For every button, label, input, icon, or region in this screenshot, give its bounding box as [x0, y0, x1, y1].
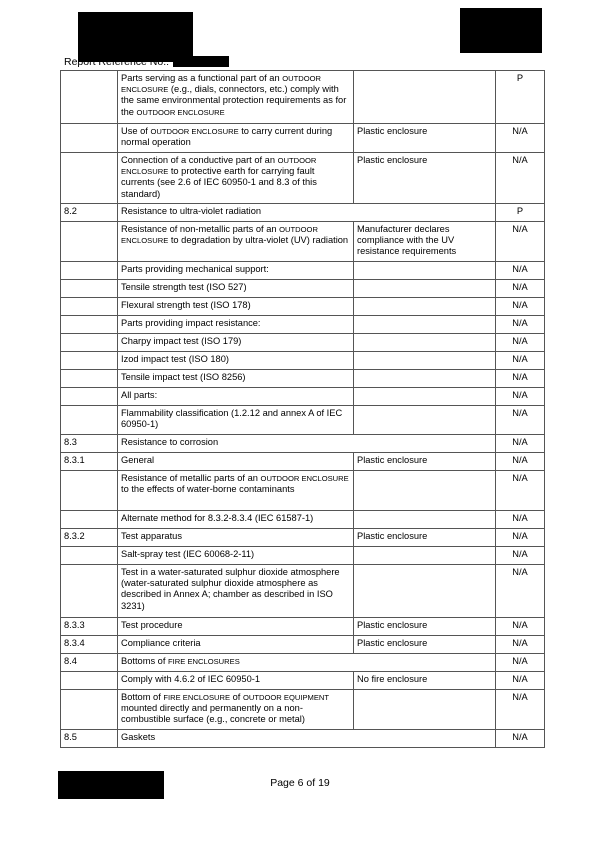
requirement-text: of — [230, 692, 243, 702]
requirement-cell — [118, 222, 354, 262]
requirement-text: Charpy impact test (ISO 179) — [121, 336, 242, 346]
verdict-cell: N/A — [496, 124, 545, 153]
table-row — [61, 690, 545, 730]
result-remark-cell: Plastic enclosure — [354, 453, 496, 471]
table-row — [61, 204, 545, 222]
verdict-cell: P — [496, 204, 545, 222]
result-remark-cell — [354, 388, 496, 406]
requirement-cell — [118, 636, 354, 654]
requirement-cell — [118, 547, 354, 565]
verdict-cell: N/A — [496, 406, 545, 435]
page-number: Page 6 of 19 — [270, 777, 330, 789]
requirement-cell — [118, 124, 354, 153]
verdict-cell: N/A — [496, 654, 545, 672]
table-row — [61, 636, 545, 654]
verdict-cell: N/A — [496, 222, 545, 262]
requirement-text: to carry current during normal operation — [121, 126, 333, 148]
small-caps-term: OUTDOOR ENCLOSURE — [260, 474, 349, 483]
clause-cell: 8.5 — [61, 730, 118, 748]
requirement-text: Bottoms of — [121, 656, 169, 666]
requirement-text: Gaskets — [121, 732, 156, 742]
clause-cell — [61, 370, 118, 388]
result-remark-cell — [354, 352, 496, 370]
requirement-text: (e.g., dials, connectors, etc.) comply with the same environmental protection requirements as for the — [121, 84, 347, 117]
clause-cell — [61, 298, 118, 316]
redacted-footer-logo — [58, 771, 164, 799]
requirement-text: Resistance to ultra-violet radiation — [121, 206, 262, 216]
table-row — [61, 316, 545, 334]
requirement-cell — [118, 654, 496, 672]
requirement-text: Use of — [121, 126, 151, 136]
clause-cell: 8.3.1 — [61, 453, 118, 471]
result-remark-cell — [354, 334, 496, 352]
result-remark-cell — [354, 406, 496, 435]
verdict-cell: N/A — [496, 471, 545, 511]
requirement-text: mounted directly and permanently on a non-combustible surface (e.g., concrete or metal) — [121, 703, 305, 725]
table-row — [61, 222, 545, 262]
clause-cell — [61, 406, 118, 435]
verdict-cell: N/A — [496, 547, 545, 565]
requirement-cell — [118, 435, 496, 453]
requirement-cell — [118, 370, 354, 388]
verdict-cell: N/A — [496, 153, 545, 204]
result-remark-cell: Plastic enclosure — [354, 529, 496, 547]
result-remark-cell: Plastic enclosure — [354, 124, 496, 153]
table-row — [61, 730, 545, 748]
table-row — [61, 529, 545, 547]
requirement-cell — [118, 690, 354, 730]
clause-cell — [61, 262, 118, 280]
requirement-cell — [118, 529, 354, 547]
result-remark-cell — [354, 511, 496, 529]
table-row — [61, 654, 545, 672]
result-remark-cell — [354, 370, 496, 388]
verdict-cell: N/A — [496, 316, 545, 334]
requirement-text: Connection of a conductive part of an — [121, 155, 278, 165]
small-caps-term: OUTDOOR ENCLOSURE — [150, 127, 239, 136]
clause-cell — [61, 388, 118, 406]
requirement-cell — [118, 511, 354, 529]
verdict-cell: P — [496, 71, 545, 124]
clause-cell — [61, 316, 118, 334]
verdict-cell: N/A — [496, 565, 545, 618]
table-row — [61, 547, 545, 565]
verdict-cell: N/A — [496, 529, 545, 547]
requirement-text: Izod impact test (ISO 180) — [121, 354, 229, 364]
requirement-text: Flexural strength test (ISO 178) — [121, 300, 251, 310]
redacted-logo-right — [460, 8, 542, 53]
result-remark-cell: Plastic enclosure — [354, 636, 496, 654]
table-row — [61, 511, 545, 529]
verdict-cell: N/A — [496, 511, 545, 529]
requirement-cell — [118, 352, 354, 370]
verdict-cell: N/A — [496, 388, 545, 406]
requirement-cell — [118, 71, 354, 124]
requirement-text: Resistance of non-metallic parts of an — [121, 224, 280, 234]
requirement-cell — [118, 471, 354, 511]
small-caps-term: OUTDOOR ENCLOSURE — [121, 225, 318, 246]
report-reference-label: Report Reference No.: — [64, 56, 170, 68]
requirement-text: to protective earth for carrying fault currents (see 2.6 of IEC 60950-1 and 8.3 of this standard) — [121, 166, 317, 199]
requirement-cell — [118, 262, 354, 280]
clause-cell — [61, 511, 118, 529]
result-remark-cell — [354, 316, 496, 334]
clause-cell: 8.3 — [61, 435, 118, 453]
verdict-cell: N/A — [496, 298, 545, 316]
requirement-text: Bottom of — [121, 692, 164, 702]
requirement-cell — [118, 618, 354, 636]
clause-cell — [61, 222, 118, 262]
table-row — [61, 124, 545, 153]
result-remark-cell — [354, 298, 496, 316]
requirement-text: Alternate method for 8.3.2-8.3.4 (IEC 61587-1) — [121, 513, 314, 523]
table-row — [61, 388, 545, 406]
clause-cell — [61, 334, 118, 352]
clause-cell — [61, 672, 118, 690]
requirement-text: to degradation by ultra-violet (UV) radiation — [168, 235, 349, 246]
requirement-text: Parts providing impact resistance: — [121, 318, 261, 328]
requirement-text: Test procedure — [121, 620, 183, 630]
result-remark-cell: Plastic enclosure — [354, 153, 496, 204]
requirement-text: Resistance to corrosion — [121, 437, 219, 447]
table-row — [61, 280, 545, 298]
verdict-cell: N/A — [496, 334, 545, 352]
table-row — [61, 334, 545, 352]
verdict-cell: N/A — [496, 453, 545, 471]
small-caps-term: OUTDOOR ENCLOSURE — [136, 107, 225, 117]
clause-cell — [61, 547, 118, 565]
clause-cell: 8.3.3 — [61, 618, 118, 636]
clause-cell — [61, 352, 118, 370]
requirement-cell — [118, 453, 354, 471]
requirement-text: General — [121, 455, 155, 465]
clause-cell: 8.4 — [61, 654, 118, 672]
verdict-cell: N/A — [496, 730, 545, 748]
table-row — [61, 153, 545, 204]
result-remark-cell — [354, 262, 496, 280]
requirement-text: Resistance of metallic parts of an — [121, 473, 261, 483]
small-caps-term: OUTDOOR EQUIPMENT — [242, 693, 330, 702]
small-caps-term: OUTDOOR ENCLOSURE — [121, 74, 322, 95]
table-row — [61, 370, 545, 388]
small-caps-term: OUTDOOR ENCLOSURE — [121, 156, 317, 177]
requirement-text: Comply with 4.6.2 of IEC 60950-1 — [121, 674, 261, 684]
verdict-cell: N/A — [496, 690, 545, 730]
table-row — [61, 298, 545, 316]
requirement-cell — [118, 406, 354, 435]
requirement-text: All parts: — [121, 390, 158, 400]
requirement-text: Parts providing mechanical support: — [121, 264, 269, 274]
requirement-text: Flammability classification (1.2.12 and annex A of IEC 60950-1) — [121, 408, 343, 430]
requirement-cell — [118, 153, 354, 204]
verdict-cell: N/A — [496, 672, 545, 690]
requirement-cell — [118, 280, 354, 298]
requirement-cell — [118, 388, 354, 406]
requirement-text: Compliance criteria — [121, 638, 201, 648]
result-remark-cell — [354, 280, 496, 298]
requirement-text: to the effects of water-borne contaminants — [121, 484, 295, 495]
clause-cell: 8.2 — [61, 204, 118, 222]
table-row — [61, 471, 545, 511]
table-row — [61, 406, 545, 435]
clause-cell — [61, 471, 118, 511]
requirement-cell — [118, 565, 354, 618]
requirement-text: Parts serving as a functional part of an — [121, 73, 283, 83]
verdict-cell: N/A — [496, 435, 545, 453]
verdict-cell: N/A — [496, 262, 545, 280]
result-remark-cell — [354, 565, 496, 618]
clause-cell: 8.3.4 — [61, 636, 118, 654]
result-remark-cell — [354, 690, 496, 730]
requirement-cell — [118, 316, 354, 334]
result-remark-cell — [354, 471, 496, 511]
redacted-logo-left — [78, 12, 193, 62]
requirement-cell — [118, 298, 354, 316]
verdict-cell: N/A — [496, 370, 545, 388]
table-row — [61, 618, 545, 636]
clause-cell — [61, 153, 118, 204]
table-row — [61, 565, 545, 618]
verdict-cell: N/A — [496, 636, 545, 654]
result-remark-cell — [354, 547, 496, 565]
verdict-cell: N/A — [496, 280, 545, 298]
requirement-text: Test apparatus — [121, 531, 182, 541]
verdict-cell: N/A — [496, 352, 545, 370]
requirement-text: Tensile strength test (ISO 527) — [121, 282, 247, 292]
requirement-cell — [118, 334, 354, 352]
requirement-text: Test in a water-saturated sulphur dioxide atmosphere (water-saturated sulphur dioxide atmosphere as described in Annex A; chamber as described in ISO 3231) — [121, 567, 340, 611]
verdict-cell: N/A — [496, 618, 545, 636]
result-remark-cell: Manufacturer declares compliance with the UV resistance requirements — [354, 222, 496, 262]
requirement-cell — [118, 730, 496, 748]
requirement-cell — [118, 204, 496, 222]
table-row — [61, 262, 545, 280]
table-row — [61, 71, 545, 124]
redacted-report-number — [173, 56, 229, 67]
clause-cell: 8.3.2 — [61, 529, 118, 547]
clause-cell — [61, 124, 118, 153]
clause-cell — [61, 565, 118, 618]
small-caps-term: FIRE ENCLOSURES — [168, 657, 240, 666]
clause-cell — [61, 280, 118, 298]
result-remark-cell: Plastic enclosure — [354, 618, 496, 636]
table-row — [61, 453, 545, 471]
requirement-text: Tensile impact test (ISO 8256) — [121, 372, 246, 382]
result-remark-cell: No fire enclosure — [354, 672, 496, 690]
clause-table — [60, 70, 545, 748]
table-row — [61, 352, 545, 370]
table-row — [61, 435, 545, 453]
clause-cell — [61, 690, 118, 730]
result-remark-cell — [354, 71, 496, 124]
clause-cell — [61, 71, 118, 124]
requirement-text: Salt-spray test (IEC 60068-2-11) — [121, 549, 255, 559]
small-caps-term: FIRE ENCLOSURE — [163, 693, 231, 702]
requirement-cell — [118, 672, 354, 690]
table-row — [61, 672, 545, 690]
